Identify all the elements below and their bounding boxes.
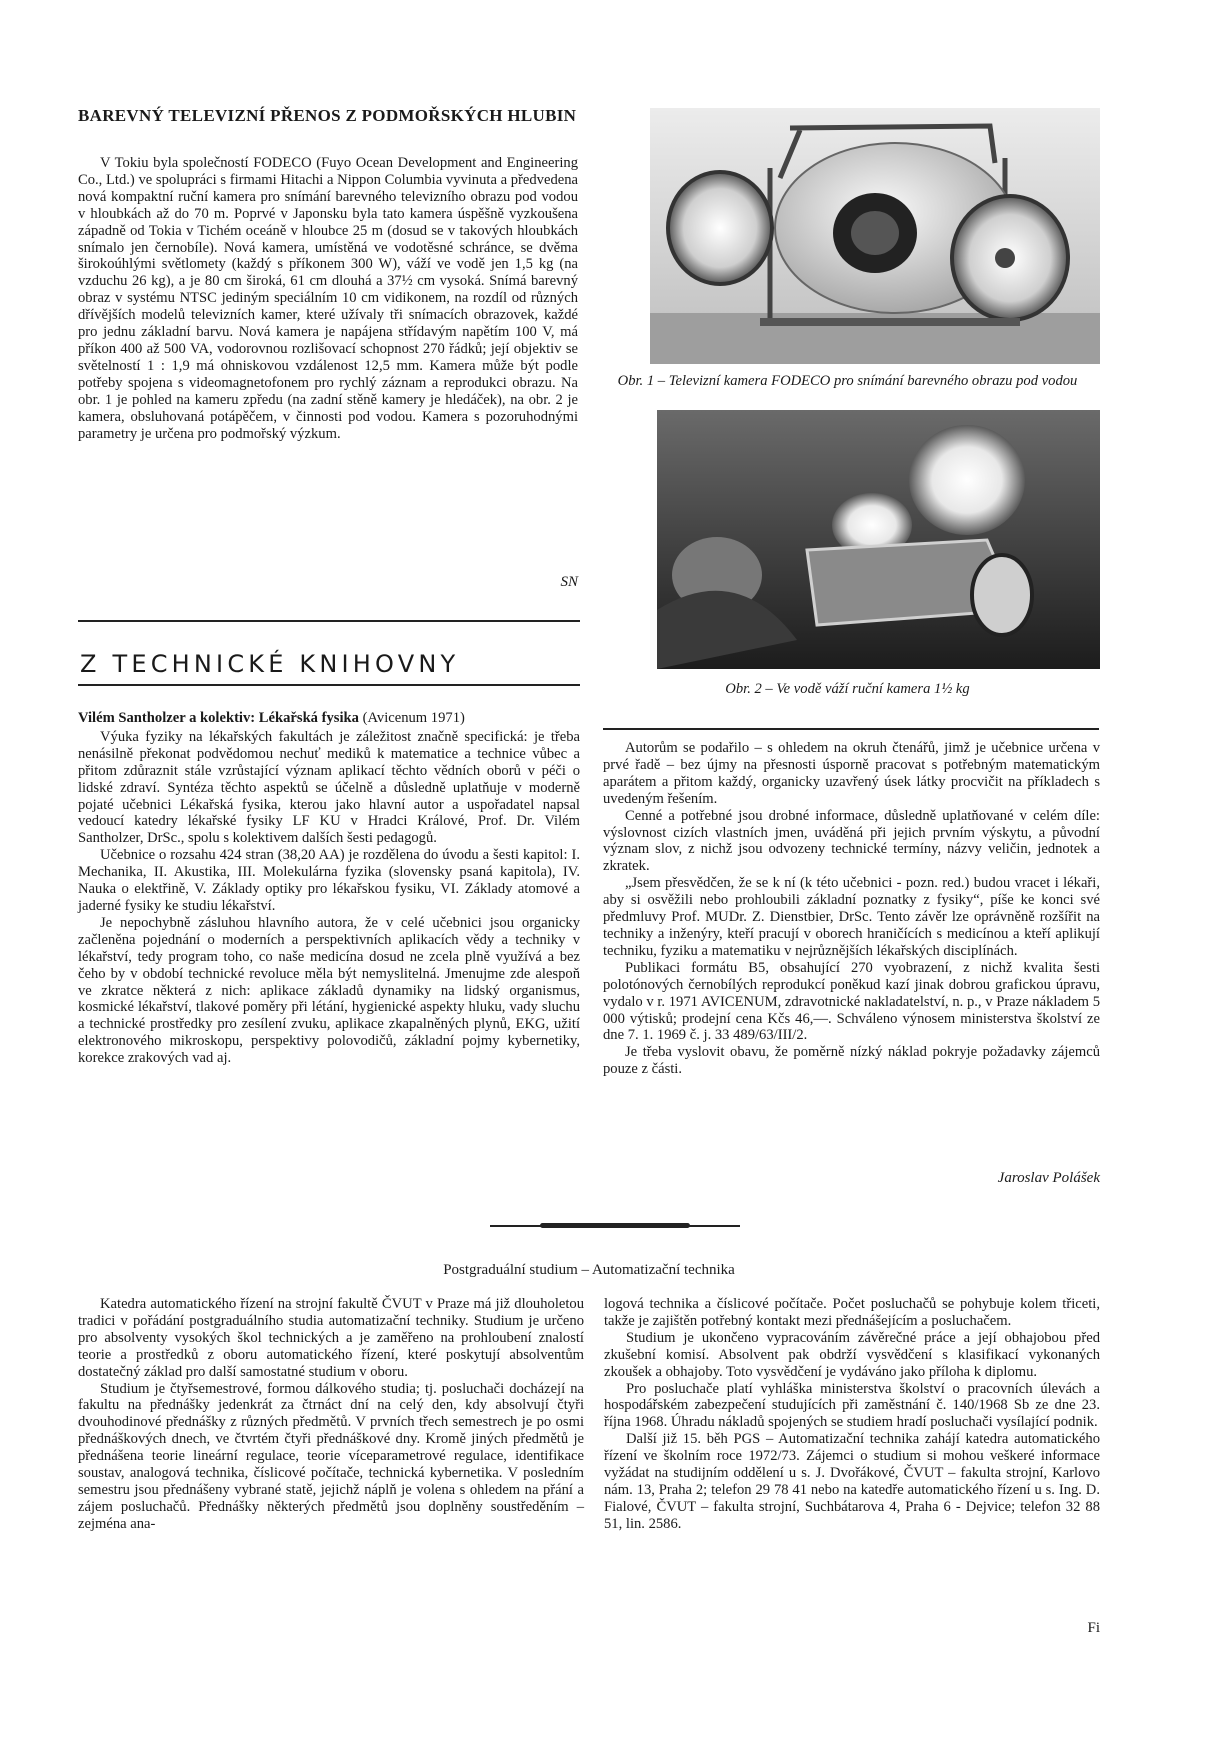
postgraduate-heading: Postgraduální studium – Automatizační technika bbox=[443, 1262, 735, 1278]
review-signature: Jaroslav Polášek bbox=[997, 1170, 1100, 1186]
review-paragraph: Autorům se podařilo – s ohledem na okruh čtenářů, jimž je učebnice určena v prvé řadě – bez újmy na přesnosti úsporně pracovat s potřebným matematickým aparátem a přitom každý, organicky uzavřený úsek látky procvičit na příkladech s uvedeným řešením. bbox=[603, 740, 1100, 807]
figure-1-camera-photo bbox=[650, 108, 1100, 364]
postgraduate-paragraph: Další již 15. běh PGS – Automatizační technika zahájí katedra automatického řízení ve školním roce 1972/73. Zájemci o studium si mohou veškeré informace vyžádat na studijním oddělení u s. J. Dvořákové, ČVUT – fakulta strojní, Karlovo nám. 13, Praha 2; telefon 29 78 41 nebo na katedře automatického řízení u s. Ing. D. Fialové, ČVUT – fakulta strojní, Suchbátarova 4, Praha 6 - Dejvice; telefon 32 88 51, lin. 2586. bbox=[604, 1431, 1100, 1532]
review-paragraph: Je nepochybně zásluhou hlavního autora, že v celé učebnici jsou organicky začleněna pojednání o moderních a perspektivních aplikacích vědy a techniky v lékařství, tedy program toho, co naše medicína dosud ne zcela plně využívá a bez čeho by v období technické revoluce měla být nemyslitelná. Jmenujme zde alespoň ve zkratce některá z nich: aplikace základů dynamiky na lidský organismus, kosmické lékařství, tlakové poměry při létání, hygienické aspekty hluku, vady sluchu a technické prostředky pro zesílení zvuku, aplikace zkapalněných plynů, EKG, užití elektronového mikroskopu, perspektivy polovodičů, základní pojmy kybernetiky, korekce zrakových vad aj. bbox=[78, 914, 580, 1067]
section-heading-rule bbox=[78, 684, 580, 686]
postgraduate-left bbox=[78, 1296, 584, 1533]
review-paragraph: „Jsem přesvědčen, že se k ní (k této učebnici - pozn. red.) budou vracet i lékaři, aby si osvěžili nebo prohloubili základní poznatky z fysiky“, píše ke konci své předmluvy Prof. MUDr. Z. Dienstbier, DrSc. Tento závěr lze oprávněně rozšířit na techniky a inženýry, kteří pracují v oborech hraničících s medicínou a kteří aplikují techniku, fyziku a matematiku v nejrůznějších lékařských disciplínách. bbox=[603, 875, 1100, 959]
postgraduate-paragraph: Pro posluchače platí vyhláška ministerstva školství o pracovních úlevách a hospodářském zabezpečení studujících při zaměstnání č. 140/1968 Sb ze dne 23. října 1968. Úhradu nákladů spojených se studiem hradí posluchači vysílající podnik. bbox=[604, 1380, 1100, 1431]
postgraduate-right bbox=[604, 1296, 1100, 1533]
article-heading: BAREVNÝ TELEVIZNÍ PŘENOS Z PODMOŘSKÝCH HLUBIN bbox=[78, 106, 577, 125]
book-review-right bbox=[603, 740, 1100, 1078]
postgraduate-paragraph: Studium je čtyřsemestrové, formou dálkového studia; tj. posluchači docházejí na fakultu na přednášky jedenkrát za čtrnáct dní na celý den, kdy absolvují čtyři dvouhodinové přednášky z různých předmětů. V prvních třech semestrech je po osmi přednáškových dnech, ve čtvrtém čtyři přednáškové dny. Kromě jiných předmětů je přednášena teorie lineární regulace, teorie víceparametrové regulace, identifikace soustav, analogová technika, číslicové počítače, technická kybernetika. V posledním semestru jsou přednášeny vybrané statě, jejichž náplň je volena s ohledem na přání a zájem posluchačů. Přednášky některých předmětů jsou doplněny soustředěním – zejména ana- bbox=[78, 1380, 584, 1532]
underwater-illustration bbox=[657, 410, 1100, 669]
book-author-title: Vilém Santholzer a kolektiv: Lékařská fysika bbox=[78, 710, 359, 726]
article-signature: SN bbox=[560, 574, 578, 590]
figure-2-diver-photo bbox=[657, 410, 1100, 669]
section-separator-center bbox=[540, 1223, 690, 1228]
figure-1-caption: Obr. 1 – Televizní kamera FODECO pro snímání barevného obrazu pod vodou bbox=[617, 373, 1078, 389]
section-heading: Z TECHNICKÉ KNIHOVNY bbox=[80, 650, 460, 678]
article-divider bbox=[78, 620, 580, 622]
postgraduate-paragraph: Katedra automatického řízení na strojní fakultě ČVUT v Praze má již dlouholetou tradici v pořádání postgraduálního studia automatizační techniky. Studium je určeno pro absolventy vysokých škol technických a je zaměřeno na prohloubení znalostí teorie a prostředků z oboru automatického řízení, které poskytují absolventům dostatečný základ pro další samostatné studium v oboru. bbox=[78, 1296, 584, 1380]
book-reference bbox=[78, 710, 580, 727]
book-review-left bbox=[78, 710, 580, 1067]
article-body bbox=[78, 155, 578, 442]
figure-2-caption: Obr. 2 – Ve vodě váží ruční kamera 1½ kg bbox=[725, 681, 970, 697]
postgraduate-signature: Fi bbox=[1087, 1620, 1100, 1636]
review-paragraph: Výuka fyziky na lékařských fakultách je záležitost značně specifická: je třeba nenásilně překonat podvědomou nechuť mediků k matematice a technice vůbec a přitom zdůraznit stále vzrůstající význam aplikací těchto vědních oborů v péči o lidské zdraví. Syntéza těchto aspektů se účelně a důsledně uplatňuje v moderně pojaté učebnici Lékařská fysika, kterou jako hlavní autor a uspořadatel napsal vedoucí katedry lékařské fysiky LF KU v Hradci Králové, Prof. Dr. Vilém Santholzer, DrSc., spolu s kolektivem dalších šesti pedagogů. bbox=[78, 728, 580, 847]
review-paragraph: Je třeba vyslovit obavu, že poměrně nízký náklad pokryje požadavky zájemců pouze z části. bbox=[603, 1044, 1100, 1078]
postgraduate-paragraph: Studium je ukončeno vypracováním závěrečné práce a její obhajobou před zkušební komisí. Absolvent pak obdrží vysvědčení s klasifikací vykonaných zkoušek a obhajoby. Toto vysvědčení je vydáváno jako příloha k diplomu. bbox=[604, 1329, 1100, 1380]
review-paragraph: Publikaci formátu B5, obsahující 270 vyobrazení, z nichž kvalita šesti polotónových černobílých reprodukcí poněkud kazí jinak dobrou grafickou úpravu, vydalo v r. 1971 AVICENUM, zdravotnické nakladatelství, n. p., v Praze nákladem 5 000 výtisků; prodejní cena Kčs 46,—. Schváleno výnosem ministerstva školství ze dne 7. 1. 1969 č. j. 33 489/63/III/2. bbox=[603, 959, 1100, 1044]
article-paragraph: V Tokiu byla společností FODECO (Fuyo Ocean Development and Engineering Co., Ltd.) ve spolupráci s firmami Hitachi a Nippon Columbia vyvinuta a předvedena nová kompaktní ruční kamera pro snímání barevného televizního obrazu pod vodou v hloubkách až do 70 m. Poprvé v Japonsku byla tato kamera úspěšně vyzkoušena západně od Tokia v Tichém oceáně v hloubce 25 m (dosud se v takových hloubkách snímalo jen černobíle). Nová kamera, umístěná ve vodotěsné schránce, se dvěma širokoúhlými světlomety (každý s příkonem 300 W), váží ve vodě jen 1,5 kg (na vzduchu 26 kg), a je 80 cm široká, 61 cm dlouhá a 37½ cm vysoká. Snímá barevný obraz v systému NTSC jediným speciálním 10 cm vidikonem, na rozdíl od různých dřívějších modelů televizních kamer, které užívaly tři snímacích obrazovek, každé pro jednu základní barvu. Nová kamera je napájena střídavým napětím 100 V, má příkon 400 až 500 VA, vodorovnou rozlišovací schopnost 270 řádků; její objektiv se světelností 1 : 1,9 má ohniskovou vzdálenost 12,5 mm. Kamera může být podle potřeby spojena s videomagnetofonem pro rychlý záznam a reprodukci obrazu. Na obr. 1 je pohled na kameru zpředu (na zadní stěně kamery je hledáček), na obr. 2 je kamera, obsluhovaná potápěčem, v činnosti pod vodou. Kamera s pozoruhodnými parametry je určena pro podmořský výzkum. bbox=[78, 155, 578, 442]
review-paragraph: Učebnice o rozsahu 424 stran (38,20 AA) je rozdělena do úvodu a šesti kapitol: I. Mechanika, II. Akustika, III. Molekulárna fyzika (slovensky psaná kapitola), IV. Nauka o elektřině, V. Základy optiky pro lékařskou fysiku, VI. Základy atomové a jaderné fysiky ke studiu lékařství. bbox=[78, 847, 580, 914]
column-divider bbox=[603, 728, 1099, 730]
camera-illustration bbox=[650, 108, 1100, 364]
postgraduate-paragraph: logová technika a číslicové počítače. Počet posluchačů se pohybuje kolem třiceti, takže je zajištěn potřebný kontakt mezi přednášejícím a posluchačem. bbox=[604, 1296, 1100, 1329]
review-paragraph: Cenné a potřebné jsou drobné informace, důsledně uplatňované v celém díle: výslovnost cizích vlastních jmen, uváděná při jejich prvním výskytu, a původní význam slov, z nichž jsou odvozeny technické termíny, názvy veličin, jednotek a zkratek. bbox=[603, 807, 1100, 875]
book-publisher: (Avicenum 1971) bbox=[362, 710, 465, 726]
